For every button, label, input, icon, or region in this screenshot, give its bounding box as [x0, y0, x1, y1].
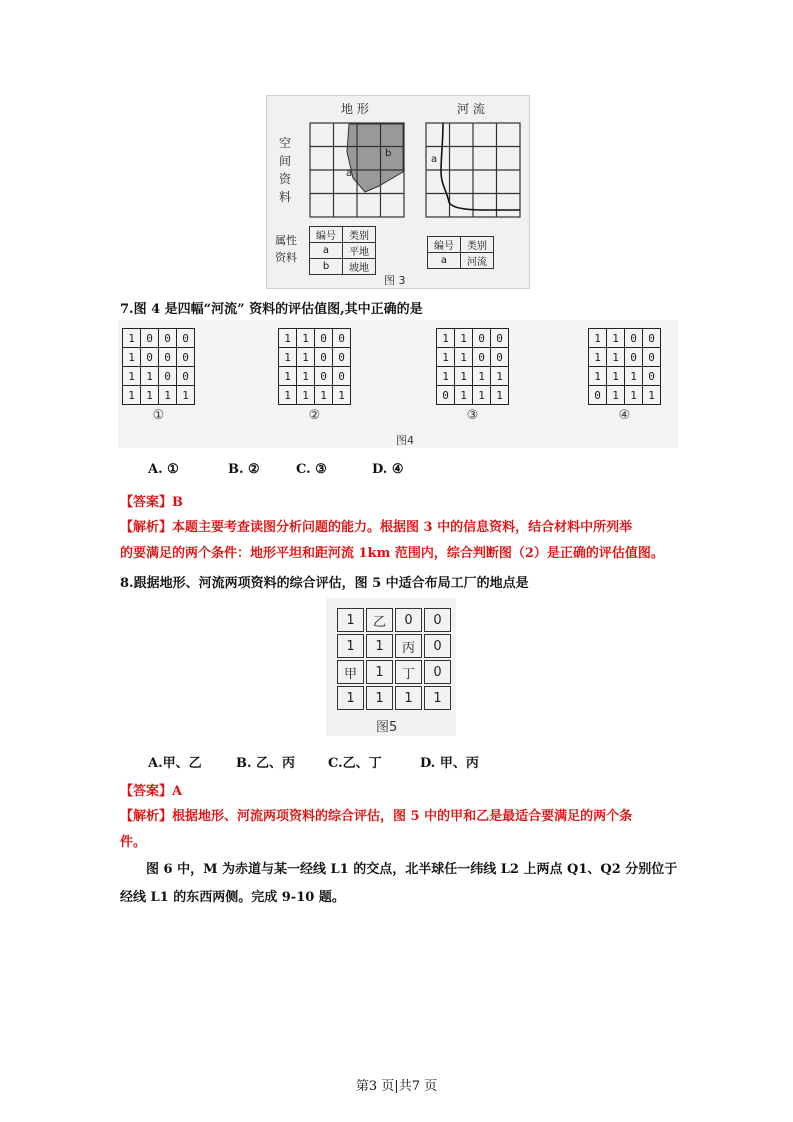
- spatial-label-char: 空: [279, 136, 292, 150]
- grid-cell: 1: [315, 386, 333, 405]
- river-line: [441, 123, 520, 210]
- table-header: 编号: [428, 237, 461, 253]
- grid-cell: 1: [279, 329, 297, 348]
- grid-option-3: [436, 328, 509, 423]
- grid-row: [589, 367, 661, 386]
- option-d[interactable]: D. ④: [372, 462, 404, 477]
- grid-cell: 0: [315, 348, 333, 367]
- question-8-answer: 【答案】A: [120, 784, 183, 799]
- grid-cell: 1: [589, 348, 607, 367]
- spatial-label-char: 料: [279, 190, 292, 204]
- grid-cell: 0: [473, 348, 491, 367]
- spatial-label-char: 资: [279, 172, 292, 186]
- grid-cell: 0: [395, 608, 422, 632]
- grid-cell: 0: [643, 348, 661, 367]
- grid-cell: 1: [395, 686, 422, 710]
- grid-cell: 1: [366, 686, 393, 710]
- table-cell: 坡地: [343, 259, 376, 275]
- grid-cell: 0: [424, 608, 451, 632]
- grid-cell: 1: [455, 367, 473, 386]
- grid-cell: 0: [333, 367, 351, 386]
- spatial-data-label: [279, 134, 291, 206]
- table-cell: 平地: [343, 243, 376, 259]
- grid-cell: 1: [437, 348, 455, 367]
- evaluation-grid: [588, 328, 661, 405]
- terrain-attribute-table: [309, 226, 376, 275]
- grid-cell: 1: [159, 386, 177, 405]
- grid-cell: 1: [366, 634, 393, 658]
- intro-paragraph: [120, 858, 677, 910]
- grid-row: [279, 386, 351, 405]
- grid-cell: 0: [424, 634, 451, 658]
- figure-3-caption: 图 3: [384, 274, 406, 287]
- grid-row: [589, 329, 661, 348]
- evaluation-grid: [436, 328, 509, 405]
- grid-row: [279, 329, 351, 348]
- grid-cell: 1: [607, 329, 625, 348]
- grid-cell: 1: [177, 386, 195, 405]
- question-8-analysis: [120, 804, 632, 856]
- grid-cell: 1: [424, 686, 451, 710]
- grid-cell: 丁: [395, 660, 422, 684]
- grid-cell: 1: [297, 386, 315, 405]
- grid-cell: 1: [491, 367, 509, 386]
- grid-cell: 0: [315, 329, 333, 348]
- grid-cell: 乙: [366, 608, 393, 632]
- figure-5: [326, 598, 456, 736]
- grid-cell: 0: [177, 329, 195, 348]
- analysis-line: 【解析】本题主要考查读图分析问题的能力。根据图 3 中的信息资料，结合材料中所列举: [120, 520, 633, 535]
- attr-label-line: 资料: [275, 251, 297, 264]
- grid-cell: 0: [491, 348, 509, 367]
- grid-cell: 1: [297, 329, 315, 348]
- grid-cell: 0: [177, 367, 195, 386]
- figure-4: [118, 320, 678, 448]
- analysis-line: 件。: [120, 835, 147, 850]
- grid-cell: 1: [473, 386, 491, 405]
- question-7-options: [148, 462, 404, 477]
- table-cell: 河流: [461, 253, 494, 269]
- grid-cell: 1: [333, 386, 351, 405]
- grid-cell: 0: [141, 348, 159, 367]
- grid-option-4: [588, 328, 661, 423]
- slope-area-shape: [347, 124, 403, 192]
- grid-row: [437, 348, 509, 367]
- grid-cell: 1: [473, 367, 491, 386]
- grid-cell: 1: [437, 329, 455, 348]
- question-8-options: [148, 752, 479, 771]
- grid-cell: 1: [366, 660, 393, 684]
- grid-cell: 1: [297, 348, 315, 367]
- question-7-answer: 【答案】B: [120, 495, 183, 510]
- grid-cell: 1: [123, 348, 141, 367]
- river-title: 河 流: [457, 102, 485, 116]
- grid-row: [123, 367, 195, 386]
- grid-row: [437, 367, 509, 386]
- grid-cell: 0: [159, 329, 177, 348]
- grid-cell: 0: [643, 367, 661, 386]
- table-cell: b: [310, 259, 343, 275]
- terrain-label-b: b: [385, 148, 392, 159]
- grid-cell: 1: [337, 634, 364, 658]
- grid-row: [337, 660, 451, 684]
- grid-cell: 1: [607, 367, 625, 386]
- grid-row: [589, 386, 661, 405]
- table-header: 编号: [310, 227, 343, 243]
- grid-cell: 0: [333, 329, 351, 348]
- grid-cell: 0: [141, 329, 159, 348]
- grid-cell: 1: [589, 367, 607, 386]
- grid-cell: 0: [589, 386, 607, 405]
- grid-row: [337, 686, 451, 710]
- terrain-label-a: a: [346, 168, 353, 179]
- intro-line: 图 6 中，M 为赤道与某一经线 L1 的交点，北半球任一纬线 L2 上两点 Q1、Q2 分别位于: [146, 862, 678, 877]
- terrain-grid: [309, 122, 405, 218]
- terrain-title: 地 形: [341, 102, 369, 116]
- grid-cell: 1: [297, 367, 315, 386]
- intro-line: 经线 L1 的东西两侧。完成 9-10 题。: [120, 890, 345, 905]
- grid-cell: 1: [337, 686, 364, 710]
- grid-row: [337, 608, 451, 632]
- grid-cell: 0: [625, 329, 643, 348]
- grid-cell: 0: [159, 348, 177, 367]
- grid-cell: 0: [643, 329, 661, 348]
- grid-cell: 0: [424, 660, 451, 684]
- grid-cell: 1: [589, 329, 607, 348]
- grid-row: [279, 367, 351, 386]
- grid-cell: 0: [159, 367, 177, 386]
- grid-option-2: [278, 328, 351, 423]
- river-label-a: a: [431, 154, 438, 165]
- evaluation-grid-fig5: [335, 606, 453, 712]
- grid-label: ③: [466, 408, 479, 423]
- grid-cell: 1: [337, 608, 364, 632]
- table-header: 类别: [343, 227, 376, 243]
- analysis-line: 的要满足的两个条件：地形平坦和距河流 1km 范围内，综合判断图（2）是正确的评估值图。: [120, 546, 664, 561]
- grid-cell: 0: [625, 348, 643, 367]
- grid-cell: 1: [123, 386, 141, 405]
- grid-cell: 0: [315, 367, 333, 386]
- question-7-analysis: [120, 515, 664, 567]
- grid-cell: 0: [333, 348, 351, 367]
- river-grid: [425, 122, 521, 218]
- option-d[interactable]: D. 甲、丙: [420, 756, 479, 771]
- grid-row: [437, 329, 509, 348]
- grid-cell: 1: [625, 367, 643, 386]
- option-a[interactable]: A. ①: [148, 462, 179, 477]
- grid-cell: 1: [123, 367, 141, 386]
- figure-4-caption: 图4: [396, 434, 414, 447]
- grid-row: [123, 386, 195, 405]
- grid-cell: 1: [279, 348, 297, 367]
- option-a[interactable]: A.甲、乙: [148, 756, 202, 771]
- table-cell: a: [310, 243, 343, 259]
- option-c[interactable]: C.乙、丁: [328, 756, 382, 771]
- grid-row: [337, 634, 451, 658]
- figure-3: [266, 95, 530, 289]
- attribute-data-label: [275, 232, 297, 266]
- grid-cell: 1: [643, 386, 661, 405]
- grid-cell: 1: [123, 329, 141, 348]
- grid-cell: 1: [625, 386, 643, 405]
- grid-cell: 甲: [337, 660, 364, 684]
- grid-cell: 丙: [395, 634, 422, 658]
- grid-label: ②: [308, 408, 321, 423]
- option-c[interactable]: C. ③: [296, 462, 327, 477]
- grid-cell: 0: [473, 329, 491, 348]
- table-header: 类别: [461, 237, 494, 253]
- grid-cell: 1: [141, 367, 159, 386]
- grid-cell: 0: [177, 348, 195, 367]
- grid-cell: 0: [437, 386, 455, 405]
- grid-row: [589, 348, 661, 367]
- river-attribute-table: [427, 236, 494, 269]
- attr-label-line: 属性: [275, 234, 297, 247]
- question-7-text: 7.图 4 是四幅“河流” 资料的评估值图,其中正确的是: [120, 302, 423, 317]
- grid-row: [123, 348, 195, 367]
- grid-cell: 1: [279, 386, 297, 405]
- grid-cell: 1: [437, 367, 455, 386]
- grid-cell: 1: [141, 386, 159, 405]
- grid-cell: 1: [455, 348, 473, 367]
- grid-row: [123, 329, 195, 348]
- figure-5-caption: 图5: [376, 720, 398, 735]
- grid-cell: 1: [491, 386, 509, 405]
- grid-cell: 1: [279, 367, 297, 386]
- option-b[interactable]: B. 乙、丙: [236, 756, 296, 771]
- grid-cell: 1: [455, 329, 473, 348]
- question-8-text: 8.跟据地形、河流两项资料的综合评估，图 5 中适合布局工厂的地点是: [120, 576, 529, 591]
- analysis-line: 【解析】根据地形、河流两项资料的综合评估，图 5 中的甲和乙是最适合要满足的两个条: [120, 809, 633, 824]
- spatial-label-char: 间: [279, 154, 292, 168]
- grid-label: ④: [618, 408, 631, 423]
- evaluation-grid: [122, 328, 195, 405]
- table-cell: a: [428, 253, 461, 269]
- grid-row: [279, 348, 351, 367]
- grid-label: ①: [152, 408, 165, 423]
- grid-cell: 1: [455, 386, 473, 405]
- grid-cell: 0: [491, 329, 509, 348]
- grid-cell: 1: [607, 348, 625, 367]
- grid-row: [437, 386, 509, 405]
- grid-option-1: [122, 328, 195, 423]
- evaluation-grid: [278, 328, 351, 405]
- option-b[interactable]: B. ②: [228, 462, 260, 477]
- grid-cell: 1: [607, 386, 625, 405]
- page-footer: 第3 页|共7 页: [355, 1079, 438, 1094]
